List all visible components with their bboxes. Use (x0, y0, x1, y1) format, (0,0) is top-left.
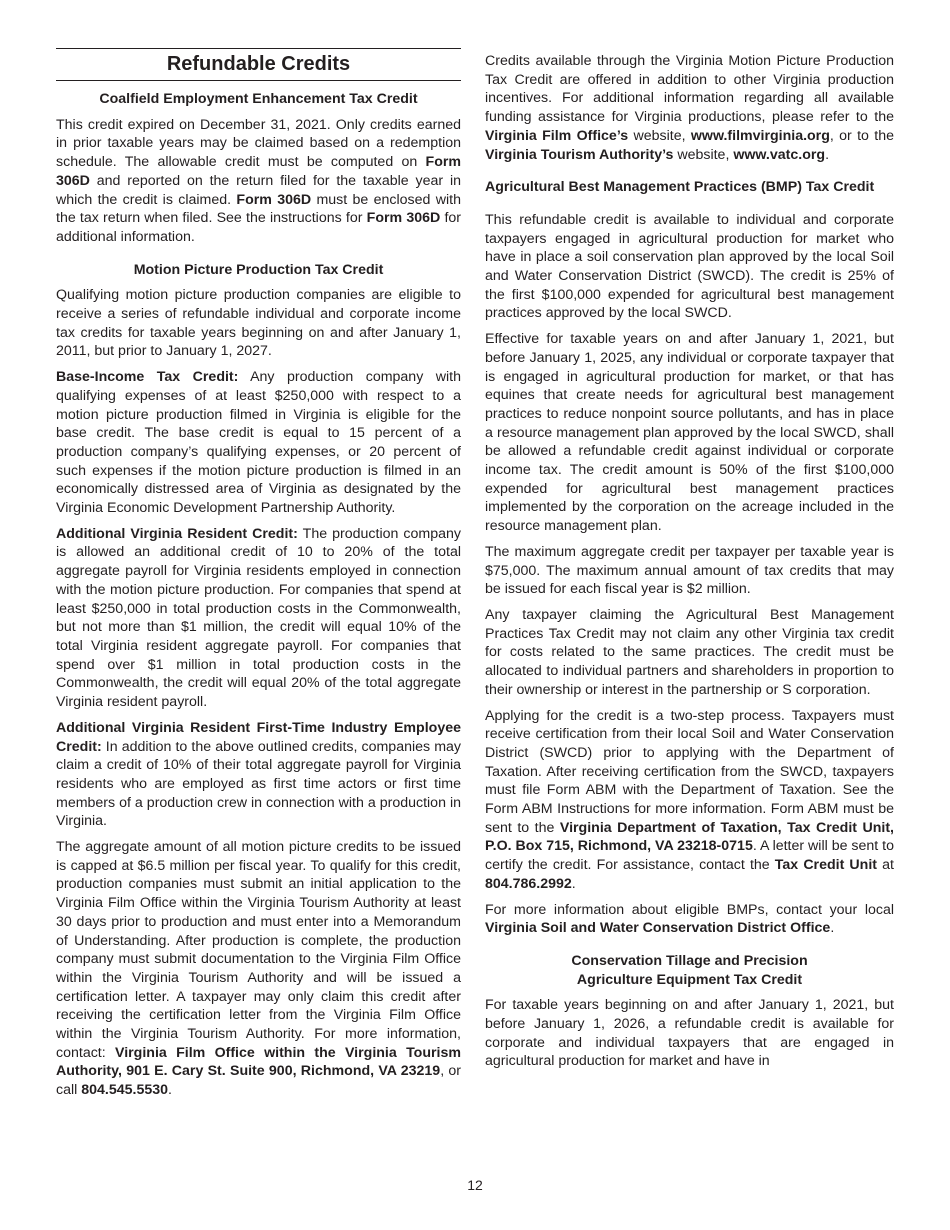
base-income-credit-paragraph: Base-Income Tax Credit: Any production company with qualifying expenses of at least $250,000 with respect to a motion picture production filmed in Virginia is eligible for the base credit. The base credit is equal to 15 percent of a production company’s qualifying expenses, or 20 percent of such expenses if the motion picture production is filmed in an economically distressed area of Virginia as designated by the Virginia Economic Development Partnership Authority. (56, 369, 461, 517)
coalfield-paragraph: This credit expired on December 31, 2021. Only credits earned in prior taxable years may be claimed based on a redemption schedule. The allowable credit must be computed on Form 306D and reported on the return filed for the taxable year in which the credit is claimed. Form 306D must be enclosed with the tax return when filed. See the instructions for Form 306D for additional information. (56, 116, 462, 245)
aggregate-cap-paragraph: The aggregate amount of all motion picture credits to be issued is capped at $6.5 million per fiscal year. To qualify for this credit, production companies must submit an initial application to the Virginia Film Office within the Virginia Tourism Authority at least 30 days prior to production and must enter into a Memorandum of Understanding. After production is complete, the production company must submit documentation to the Virginia Film Office within the Virginia Tourism Authority and will be issued a certification letter. A taxpayer may only claim this credit after receiving the certification letter from the Virginia Film Office within the Virginia Tourism Authority. For more information, contact: Virginia Film Office within the Virginia Tourism Authority, 901 E. Cary St. Suite 900, Richmond, VA 23219, or call 804.545.5530. (56, 839, 462, 1099)
bmp-paragraph-6: For more information about eligible BMPs, contact your local Virginia Soil and Water Conservation District Office. (485, 901, 894, 937)
bmp-paragraph-5: Applying for the credit is a two-step process. Taxpayers must receive certification from their local Soil and Water Conservation District (SWCD) prior to applying with the Department of Taxation. After receiving certification from the SWCD, taxpayers must file Form ABM with the Department of Taxation. See the Form ABM Instructions for more information. Form ABM must be sent to the Virginia Department of Taxation, Tax Credit Unit, P.O. Box 715, Richmond, VA 23218-0715. A letter will be sent to certify the credit. For assistance, contact the Tax Credit Unit at 804.786.2992. (485, 707, 895, 892)
first-time-employee-credit-paragraph: Additional Virginia Resident First-Time Industry Employee Credit: In addition to the above outlined credits, companies may claim a credit of 10% of their total aggregate payroll for Virginia residents who are employed as first time actors or first time members of a production crew in connection with a production in Virginia. (56, 719, 461, 830)
bmp-paragraph-1: This refundable credit is available to individual and corporate taxpayers engaged in agricultural production for market who have in place a soil conservation plan approved by the local Soil and Water Conservation District (SWCD). The credit is 25% of the first $100,000 expended for agricultural best management practices approved by the local SWCD. (485, 211, 894, 322)
page-number: 12 (467, 1177, 483, 1193)
left-column (56, 48, 461, 1107)
bmp-paragraph-3: The maximum aggregate credit per taxpayer per taxable year is $75,000. The maximum annual amount of tax credits that may be issued for each fiscal year is $2 million. (485, 543, 894, 598)
coalfield-heading: Coalfield Employment Enhancement Tax Credit (99, 91, 418, 107)
tillage-heading (485, 952, 894, 989)
tillage-heading-line-1: Conservation Tillage and Precision (571, 952, 808, 969)
bmp-paragraph-2: Effective for taxable years on and after January 1, 2021, but before January 1, 2025, any individual or corporate taxpayer that is engaged in agricultural production for market, or that has equines that create needs for agricultural best management practices to reduce nonpoint source pollutants, and has in place a resource management plan approved by the local SWCD, shall be allowed a refundable credit against individual or corporate income tax. The credit amount is 50% of the first $100,000 expended for agricultural best management practices implemented by the corporation on the acreage included in the resource management plan. (485, 331, 894, 535)
resident-credit-paragraph: Additional Virginia Resident Credit: The production company is allowed an additional credit of 10 to 20% of the total aggregate payroll for Virginia residents employed in connection with the motion picture production. For companies that spend at least $250,000 in total production costs in the Commonwealth, but not more than $1 million, the credit will equal 10% of the total Virginia resident aggregate payroll. For companies that spend over $1 million in total production costs in the Commonwealth, the credit will equal 20% of the total aggregate Virginia resident payroll. (56, 525, 461, 711)
right-column (485, 52, 894, 1078)
motion-picture-intro: Qualifying motion picture production companies are eligible to receive a series of refundable individual and corporate income tax credits for taxable years beginning on and after January 1, 2011, but prior to January 1, 2027. (56, 287, 461, 360)
bmp-paragraph-4: Any taxpayer claiming the Agricultural Best Management Practices Tax Credit may not claim any other Virginia tax credit for costs related to the same practices. The credit must be allocated to individual partners and shareholders in proportion to their ownership or interest in the partnership or S corporation. (485, 606, 894, 698)
film-office-paragraph: Credits available through the Virginia Motion Picture Production Tax Credit are offered in addition to other Virginia production incentives. For additional information regarding all available funding assistance for Virginia productions, please refer to the Virginia Film Office’s website, www.filmvirginia.org, or to the Virginia Tourism Authority’s website, www.vatc.org. (485, 53, 895, 163)
section-title: Refundable Credits (56, 48, 461, 81)
motion-picture-heading: Motion Picture Production Tax Credit (133, 261, 384, 278)
tillage-heading-line-2: Agriculture Equipment Tax Credit (576, 971, 803, 988)
tillage-paragraph: For taxable years beginning on and after January 1, 2021, but before January 1, 2026, a refundable credit is available for corporate and individual taxpayers that are engaged in agricultural production for market and have in (485, 997, 894, 1070)
bmp-heading: Agricultural Best Management Practices (BMP) Tax Credit (485, 179, 875, 196)
